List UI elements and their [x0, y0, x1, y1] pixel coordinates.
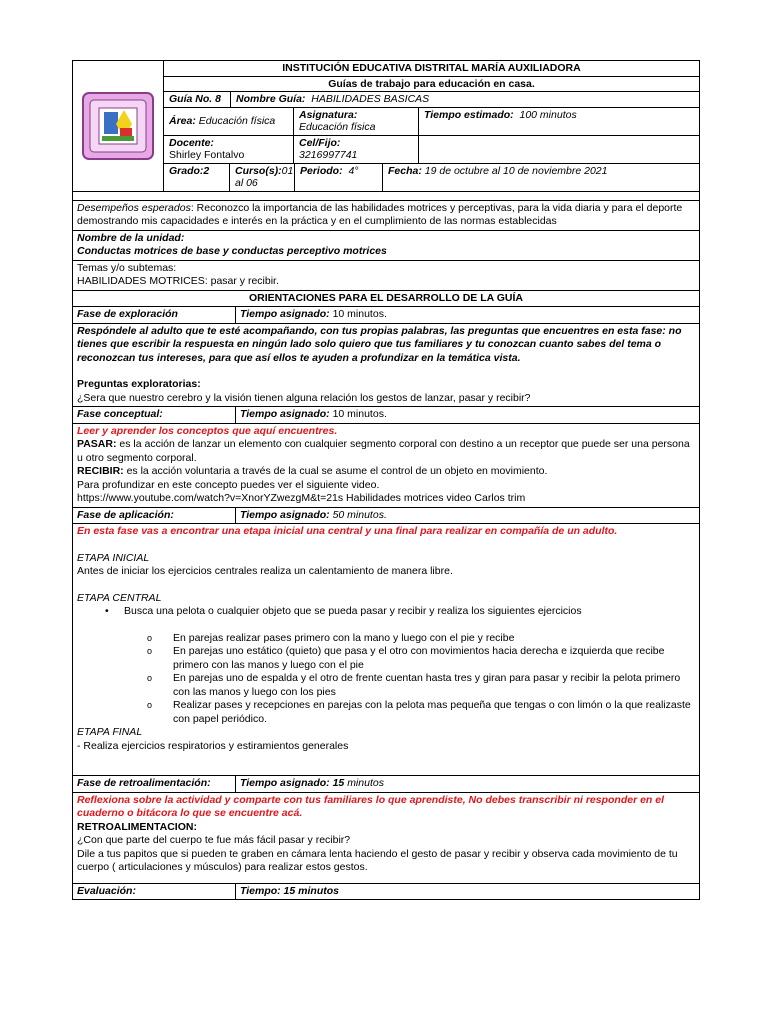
retro-header: [73, 776, 699, 793]
cursos-label: Curso(s):: [235, 164, 282, 177]
etapa-inicial-label: ETAPA INICIAL: [77, 551, 150, 564]
aplicacion-tiempo-value: 50 minutos.: [332, 508, 387, 521]
conceptual-header: [73, 407, 699, 424]
conceptual-body: [73, 424, 699, 508]
pregunta-text: ¿Sera que nuestro cerebro y la visión tienen alguna relación los gestos de lanzar, pasar y recibir?: [77, 391, 531, 404]
guide-number: Guía No. 8: [164, 92, 231, 107]
periodo-label: Periodo:: [300, 164, 343, 177]
cel-cell: [294, 136, 419, 163]
exploracion-body: [73, 324, 699, 408]
evaluacion-tiempo: Tiempo: 15 minutos: [240, 884, 339, 897]
desempenos-text: : Reconozco la importancia de las habilidades motrices y perceptivas, para la vida diaria y para el deporte demostrando mis capacidades e interés en la práctica y en el cumplimiento de las normas establecidas: [77, 201, 683, 227]
aplicacion-tiempo: [236, 508, 699, 524]
temas-value: HABILIDADES MOTRICES: pasar y recibir.: [77, 275, 279, 287]
etapa-final-text: - Realiza ejercicios respiratorios y estiramientos generales: [77, 739, 349, 752]
retro-tiempo: [236, 776, 699, 792]
conceptual-instr: Leer y aprender los conceptos que aquí encuentres.: [77, 424, 338, 437]
grado-cell: Grado:2: [164, 164, 230, 191]
pasar-text: es la acción de lanzar un elemento con cualquier segmento corporal con destino a un receptor que puede ser una persona u otro segmento corporal.: [77, 438, 690, 464]
asignatura-value: Educación física: [299, 121, 376, 133]
pasar-label: PASAR:: [77, 438, 117, 450]
recibir-label: RECIBIR:: [77, 465, 124, 477]
cel-label: Cel/Fijo:: [299, 136, 341, 149]
fecha-value: 19 de octubre al 10 de noviembre 2021: [424, 164, 608, 177]
aplicacion-body: [73, 524, 699, 776]
exploracion-instr: Respóndele al adulto que te esté acompañando, con tus propias palabras, las preguntas que encuentres en esta fase: no tienes que escribir la respuesta en ningún lado solo quiero que tus familiares y tu conozcan cuanto sabes del tema o reconozcan tus intereses, para que así ellos te ayuden a profundizar en la temática vista.: [77, 324, 682, 364]
etapa-final-label: ETAPA FINAL: [77, 726, 143, 738]
aplicacion-instr: En esta fase vas a encontrar una etapa inicial una central y una final para realizar en compañía de un adulto.: [77, 525, 618, 537]
area-label: Área:: [169, 114, 196, 127]
conceptual-fase: Fase conceptual:: [73, 407, 236, 423]
retro-body: [73, 793, 699, 884]
conceptual-tiempo: [236, 407, 699, 423]
cursos-value: 01 al 06: [235, 164, 294, 189]
recibir-text: es la acción voluntaria a través de la cual se asume el control de un objeto en movimiento.: [123, 465, 548, 477]
institution-row: [164, 61, 699, 77]
subtitle-row: [164, 77, 699, 93]
evaluacion-label: Evaluación:: [73, 884, 236, 900]
docente-value: Shirley Fontalvo: [169, 149, 245, 161]
conceptual-tiempo-label: Tiempo asignado:: [240, 408, 330, 420]
grado-row: [164, 164, 699, 191]
spacer-row: [73, 192, 699, 201]
tiempo-label: Tiempo estimado:: [424, 108, 514, 121]
asignatura-label: Asignatura:: [299, 108, 358, 121]
exploracion-header: [73, 307, 699, 324]
exploracion-tiempo-label: Tiempo asignado:: [240, 308, 330, 320]
profundizar-text: Para profundizar en este concepto puedes ver el siguiente video.: [77, 478, 380, 491]
retro-tiempo-label: Tiempo asignado:: [240, 777, 330, 789]
etapa-inicial-text: Antes de iniciar los ejercicios centrales realiza un calentamiento de manera libre.: [77, 565, 453, 577]
exercise-item: o Realizar pases y recepciones en parejas con la pelota mas pequeña que tengas o con limón o la que realizaste con papel periódico.: [173, 699, 695, 726]
cursos-cell: [230, 164, 295, 191]
preguntas-label: Preguntas exploratorias:: [77, 378, 201, 390]
retro-tiempo-unit: minutos: [347, 777, 384, 789]
fecha-label: Fecha:: [388, 164, 422, 177]
retro-question-1: ¿Con que parte del cuerpo te fue más fácil pasar y recibir?: [77, 834, 351, 846]
area-row: [164, 108, 699, 136]
institution-name: INSTITUCIÓN EDUCATIVA DISTRITAL MARÍA AUXILIADORA: [282, 62, 581, 74]
tiempo-cell: [419, 108, 699, 135]
retro-fase: Fase de retroalimentación:: [73, 776, 236, 792]
area-cell: [164, 108, 294, 135]
exercise-item: o En parejas realizar pases primero con la mano y luego con el pie y recibe: [173, 632, 695, 646]
unidad-section: [73, 231, 699, 261]
docente-cell: [164, 136, 294, 163]
exploracion-tiempo: [236, 307, 699, 323]
tiempo-value: 100 minutos: [519, 108, 577, 121]
retro-instr: Reflexiona sobre la actividad y comparte con tus familiares lo que aprendiste, No debes transcribir ni responder en el cuaderno o bitácora lo que se encuentre acá.: [77, 793, 665, 819]
exercise-item: o En parejas uno de espalda y el otro de frente cuentan hasta tres y giran para pasar y recibir la pelota primero con las manos y luego con los pies: [173, 672, 695, 699]
unidad-label: Nombre de la unidad:: [77, 231, 185, 244]
guide-name-label: Nombre Guía:: [236, 93, 306, 105]
guide-subtitle: Guías de trabajo para educación en casa.: [328, 77, 535, 90]
unidad-value: Conductas motrices de base y conductas perceptivo motrices: [77, 245, 387, 257]
central-bullet-list: [77, 605, 695, 619]
retro-question-2: Dile a tus papitos que si pueden te graben en cámara lenta haciendo el gesto de pasar y recibir y observa cada movimiento de tu cuerpo ( articulaciones y músculos) para realizar estos gestos.: [77, 847, 678, 873]
guide-name: [231, 92, 699, 107]
header-info: [164, 61, 699, 191]
aplicacion-fase: Fase de aplicación:: [73, 508, 236, 524]
temas-label: Temas y/o subtemas:: [77, 261, 177, 274]
recibir-definition: [77, 465, 695, 479]
logo-cell: [73, 61, 164, 191]
guide-name-value: HABILIDADES BASICAS: [311, 93, 430, 105]
conceptual-tiempo-value: 10 minutos.: [332, 408, 387, 420]
school-logo: [80, 90, 156, 162]
asignatura-cell: [294, 108, 419, 135]
evaluacion-row: [73, 884, 699, 900]
fecha-cell: [383, 164, 699, 191]
temas-section: [73, 261, 699, 291]
exploracion-fase: Fase de exploración: [73, 307, 236, 323]
guide-document: [72, 60, 700, 900]
periodo-cell: [295, 164, 383, 191]
aplicacion-header: [73, 508, 699, 525]
etapa-central-label: ETAPA CENTRAL: [77, 591, 162, 604]
guide-name-row: [164, 92, 699, 108]
cel-value: 3216997741: [299, 149, 358, 161]
central-bullet: • Busca una pelota o cualquier objeto que se pueda pasar y recibir y realiza los siguientes ejercicios: [124, 605, 695, 619]
retro-tiempo-value: 15: [332, 777, 345, 789]
pasar-definition: [77, 438, 695, 465]
header-table: [73, 61, 699, 192]
area-value: Educación física: [198, 114, 276, 127]
video-link[interactable]: https://www.youtube.com/watch?v=XnorYZwezgM&t=21s Habilidades motrices video Carlos trim: [77, 492, 526, 504]
blank-cell: [419, 136, 699, 163]
docente-row: [164, 136, 699, 164]
aplicacion-tiempo-label: Tiempo asignado:: [240, 508, 330, 521]
exercise-item: o En parejas uno estático (quieto) que pasa y el otro con movimientos hacia derecha e izquierda que recibe primero con las manos y luego con el pie: [173, 645, 695, 672]
retro-label: RETROALIMENTACION:: [77, 820, 197, 833]
orientaciones-heading: ORIENTACIONES PARA EL DESARROLLO DE LA GUÍA: [73, 291, 699, 308]
docente-label: Docente:: [169, 136, 214, 149]
exploracion-tiempo-value: 10 minutos.: [332, 308, 387, 320]
desempenos-section: [73, 201, 699, 231]
exercise-list: [77, 632, 695, 727]
periodo-value: 4°: [348, 164, 359, 177]
desempenos-label: Desempeños esperados: [77, 201, 191, 214]
